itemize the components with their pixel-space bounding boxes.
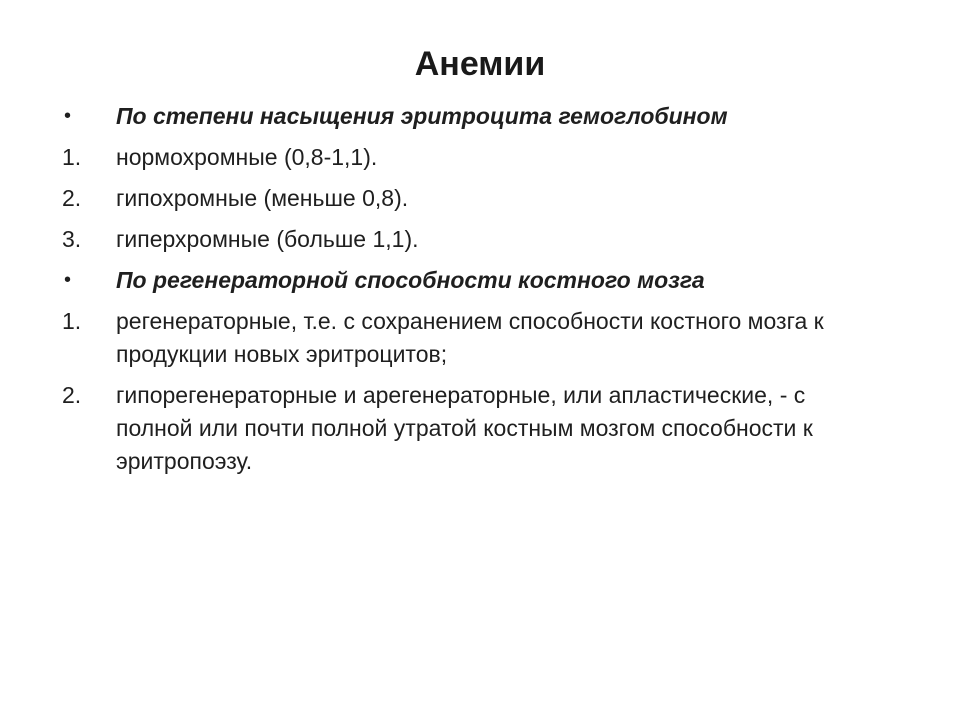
- number-marker: 2.: [62, 382, 82, 408]
- list-item-text: гиперхромные (больше 1,1).: [116, 226, 419, 252]
- slide-title: Анемии: [414, 45, 546, 83]
- list-item: [62, 305, 882, 371]
- number-marker: 1.: [62, 144, 82, 170]
- list-item: [62, 141, 882, 174]
- list-item: [62, 223, 882, 256]
- list-item: [62, 182, 882, 215]
- number-marker: 3.: [62, 226, 82, 252]
- bullet-marker: •: [64, 105, 72, 127]
- number-marker: 2.: [62, 185, 82, 211]
- list-item-text: гипорегенераторные и арегенераторные, или апластические, - с полной или почти полной утратой костным мозгом способности к эритропоэзу.: [116, 382, 813, 474]
- list-item-text: гипохромные (меньше 0,8).: [116, 185, 409, 211]
- list-item: [62, 379, 882, 478]
- list-item-text: По регенераторной способности костного мозга: [116, 267, 705, 293]
- bullet-marker: •: [64, 269, 72, 291]
- list-item-text: регенераторные, т.е. с сохранением способности костного мозга к продукции новых эритроцитов;: [116, 308, 824, 367]
- list-item-heading-saturation: [62, 100, 882, 133]
- list-item-text: нормохромные (0,8-1,1).: [116, 144, 378, 170]
- slide-content: [62, 100, 882, 486]
- number-marker: 1.: [62, 308, 82, 334]
- list-item-text: По степени насыщения эритроцита гемоглобином: [116, 103, 728, 129]
- list-item-heading-regeneration: [62, 264, 882, 297]
